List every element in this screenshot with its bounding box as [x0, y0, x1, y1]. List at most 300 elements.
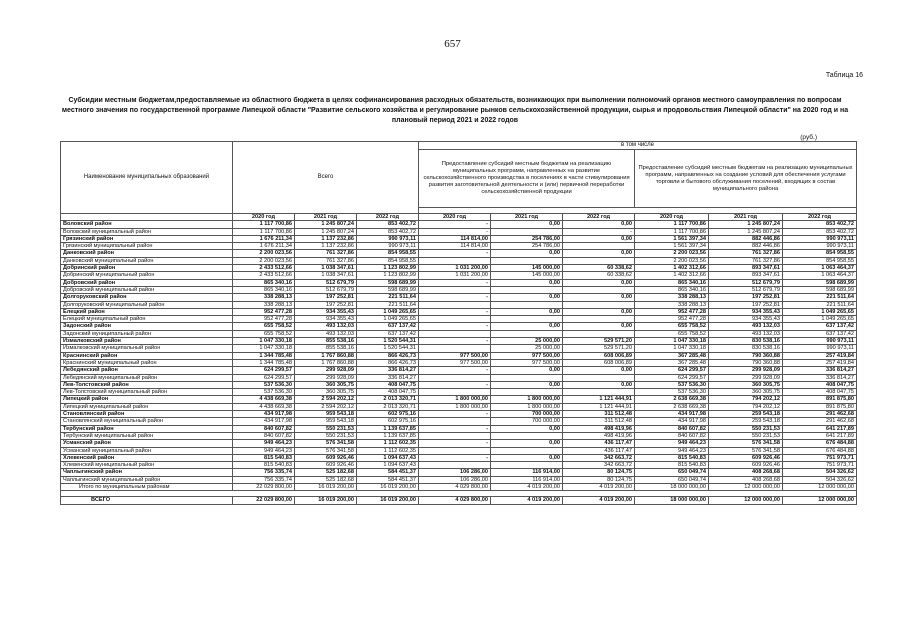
value-cell: 4 019 200,00 [563, 483, 635, 490]
value-cell [419, 462, 491, 469]
value-cell: 550 231,53 [709, 432, 783, 439]
municipality-row [61, 345, 857, 352]
value-cell: 1 049 265,65 [783, 308, 857, 315]
row-label-cell: Данковский район [61, 250, 233, 257]
value-cell: 4 019 200,00 [491, 483, 563, 490]
value-cell: 700 000,00 [491, 418, 563, 425]
value-cell: 934 355,43 [295, 308, 357, 315]
district-row [61, 279, 857, 286]
value-cell: 299 928,09 [709, 367, 783, 374]
value-cell: 840 607,82 [233, 425, 295, 432]
row-label-cell: Лев-Толстовский район [61, 381, 233, 388]
value-cell: 0,00 [563, 381, 635, 388]
value-cell [419, 257, 491, 264]
value-cell: 2 200 023,56 [233, 257, 295, 264]
value-cell: 624 299,57 [233, 374, 295, 381]
value-cell: 434 917,98 [233, 418, 295, 425]
value-cell: 504 326,62 [783, 476, 857, 483]
value-cell: 855 538,16 [295, 345, 357, 352]
total-value-cell: 18 000 000,00 [635, 497, 709, 504]
value-cell: 866 426,73 [357, 352, 419, 359]
district-row [61, 396, 857, 403]
value-cell: 0,00 [491, 440, 563, 447]
value-cell: 529 571,20 [563, 345, 635, 352]
value-cell: 342 663,72 [563, 454, 635, 461]
value-cell: 794 202,12 [709, 403, 783, 410]
value-cell: 977 500,00 [491, 359, 563, 366]
value-cell [563, 374, 635, 381]
value-cell: 576 341,58 [709, 440, 783, 447]
value-cell [563, 301, 635, 308]
document-title: Субсидии местным бюджетам,предоставляемые из областного бюджета в целях софинансирования расходных обязательств, возникающих при выполнении полномочий органов местного самоуправления по вопросам местного значения по государственной программе Липецкой области "Развитие сельского хозяйства и регулирование рынков сельскохозяйственной продукции, сырья и продовольствия Липецкой области" на 2020 год и на плановый период 2021 и 2022 годов [61, 97, 849, 124]
row-label-cell: Задонский муниципальный район [61, 330, 233, 337]
row-label-cell: Измалковский муниципальный район [61, 345, 233, 352]
district-row [61, 294, 857, 301]
value-cell [491, 301, 563, 308]
value-cell: 934 355,43 [295, 316, 357, 323]
value-cell: 408 047,75 [783, 389, 857, 396]
value-cell: 2 433 512,66 [233, 272, 295, 279]
value-cell: 891 875,80 [783, 396, 857, 403]
value-cell: 650 049,74 [635, 476, 709, 483]
value-cell: 1 117 700,86 [635, 228, 709, 235]
value-cell: 830 538,16 [709, 345, 783, 352]
value-cell: 299 928,09 [709, 374, 783, 381]
value-cell: 0,00 [563, 367, 635, 374]
value-cell [491, 447, 563, 454]
row-label-cell: Тербунский муниципальный район [61, 432, 233, 439]
value-cell: 1 049 265,65 [783, 316, 857, 323]
value-cell: 865 340,16 [635, 286, 709, 293]
value-cell: 2 200 023,56 [233, 250, 295, 257]
value-cell: 360 305,75 [709, 381, 783, 388]
value-cell: 342 663,72 [563, 462, 635, 469]
value-cell: 0,00 [563, 221, 635, 228]
value-cell: 840 607,82 [635, 425, 709, 432]
value-cell [419, 432, 491, 439]
year-header-cell: 2021 год [709, 214, 783, 221]
value-cell: 0,00 [491, 250, 563, 257]
value-cell: 60 338,62 [563, 265, 635, 272]
value-cell: 498 419,96 [563, 432, 635, 439]
value-cell: 16 019 200,00 [357, 483, 419, 490]
value-cell: 504 326,62 [783, 469, 857, 476]
value-cell: 4 438 669,38 [233, 403, 295, 410]
year-header-cell: 2020 год [233, 214, 295, 221]
value-cell: 493 132,03 [709, 330, 783, 337]
value-cell: 934 355,43 [709, 316, 783, 323]
row-label-cell: Липецкий муниципальный район [61, 403, 233, 410]
value-cell: 338 288,13 [233, 301, 295, 308]
value-cell: 641 217,89 [783, 425, 857, 432]
value-cell: 221 511,64 [783, 294, 857, 301]
value-cell: 0,00 [491, 367, 563, 374]
row-label-cell: Добринский муниципальный район [61, 272, 233, 279]
row-label-cell: Усманский район [61, 440, 233, 447]
value-cell: 1 139 637,85 [357, 425, 419, 432]
value-cell: 650 049,74 [635, 469, 709, 476]
value-cell: 338 288,13 [635, 301, 709, 308]
value-cell: 0,00 [491, 425, 563, 432]
value-cell: 882 446,86 [709, 243, 783, 250]
district-row [61, 250, 857, 257]
value-cell: 360 305,75 [295, 381, 357, 388]
value-cell [419, 286, 491, 293]
value-cell: 1 561 397,34 [635, 243, 709, 250]
value-cell: 624 299,57 [635, 367, 709, 374]
value-cell: 637 137,42 [783, 323, 857, 330]
value-cell [491, 257, 563, 264]
value-cell: 550 231,53 [709, 425, 783, 432]
value-cell: 676 484,88 [783, 447, 857, 454]
value-cell [491, 286, 563, 293]
value-cell: 761 327,86 [295, 257, 357, 264]
value-cell [491, 374, 563, 381]
value-cell: 537 536,30 [635, 381, 709, 388]
value-cell: 1 031 200,00 [419, 272, 491, 279]
district-row [61, 235, 857, 242]
row-label-cell: Елецкий муниципальный район [61, 316, 233, 323]
value-cell [419, 345, 491, 352]
value-cell: 2 200 023,56 [635, 257, 709, 264]
municipality-row [61, 403, 857, 410]
value-cell: 2 638 669,38 [635, 396, 709, 403]
row-label-cell: Чаплыгинский муниципальный район [61, 476, 233, 483]
value-cell: 1 245 807,24 [709, 221, 783, 228]
value-cell: 259 543,18 [709, 411, 783, 418]
value-cell: 855 538,16 [295, 338, 357, 345]
value-cell: 367 285,48 [635, 352, 709, 359]
value-cell: 1 402 312,66 [635, 272, 709, 279]
value-cell: 1 117 700,86 [233, 221, 295, 228]
value-cell: 25 000,00 [491, 338, 563, 345]
value-cell: 221 511,64 [783, 301, 857, 308]
value-cell: 853 402,72 [783, 228, 857, 235]
value-cell: 408 268,68 [709, 476, 783, 483]
value-cell [419, 301, 491, 308]
value-cell: 493 132,03 [295, 323, 357, 330]
value-cell: 299 928,09 [295, 374, 357, 381]
value-cell: 1 137 232,86 [295, 235, 357, 242]
value-cell: 1 038 347,61 [295, 265, 357, 272]
value-cell: 2 594 202,12 [295, 403, 357, 410]
value-cell: 311 512,48 [563, 411, 635, 418]
value-cell [563, 286, 635, 293]
value-cell: 865 340,16 [233, 286, 295, 293]
value-cell: 4 029 800,00 [419, 483, 491, 490]
value-cell: 1 520 544,31 [357, 338, 419, 345]
value-cell: 338 288,13 [635, 294, 709, 301]
value-cell: 498 419,96 [563, 425, 635, 432]
value-cell: 116 914,00 [491, 476, 563, 483]
value-cell: 0,00 [491, 454, 563, 461]
row-label-cell: Воловский муниципальный район [61, 228, 233, 235]
total-value-cell: 4 019 200,00 [491, 497, 563, 504]
value-cell [563, 243, 635, 250]
value-cell [419, 330, 491, 337]
value-cell: 408 268,68 [709, 469, 783, 476]
value-cell: 1 117 700,86 [635, 221, 709, 228]
value-cell: 676 484,88 [783, 440, 857, 447]
year-header-cell: 2021 год [491, 214, 563, 221]
subsidy-table [60, 141, 857, 505]
municipality-row [61, 476, 857, 483]
district-row [61, 338, 857, 345]
value-cell: - [419, 440, 491, 447]
value-cell: 891 875,80 [783, 403, 857, 410]
value-cell: 854 958,55 [783, 257, 857, 264]
value-cell: 525 182,68 [295, 469, 357, 476]
value-cell: 0,00 [491, 323, 563, 330]
value-cell: 608 006,89 [563, 359, 635, 366]
value-cell: - [419, 323, 491, 330]
value-cell: 949 464,23 [233, 440, 295, 447]
municipality-row [61, 243, 857, 250]
value-cell: 550 231,53 [295, 432, 357, 439]
value-cell: 959 543,18 [295, 418, 357, 425]
value-cell: 434 917,98 [635, 418, 709, 425]
value-cell: 949 464,23 [635, 447, 709, 454]
value-cell: 114 814,00 [419, 235, 491, 242]
value-cell: 493 132,03 [295, 330, 357, 337]
value-cell: 221 511,64 [357, 294, 419, 301]
value-cell [563, 389, 635, 396]
value-cell: 830 538,16 [709, 338, 783, 345]
municipality-row [61, 462, 857, 469]
value-cell: 1 561 397,34 [635, 235, 709, 242]
value-cell: 815 540,83 [233, 462, 295, 469]
year-header-cell: 2021 год [295, 214, 357, 221]
total-value-cell: 12 000 000,00 [709, 497, 783, 504]
value-cell: 1 121 444,91 [563, 396, 635, 403]
value-cell: - [419, 381, 491, 388]
value-cell: 990 973,11 [357, 243, 419, 250]
value-cell: 761 327,86 [709, 257, 783, 264]
value-cell [491, 462, 563, 469]
value-cell: 60 338,62 [563, 272, 635, 279]
row-label-cell: Долгоруковский муниципальный район [61, 301, 233, 308]
year-header-cell: 2022 год [563, 214, 635, 221]
value-cell: 1 402 312,66 [635, 265, 709, 272]
value-cell: 1 063 464,37 [783, 265, 857, 272]
value-cell: 609 926,46 [709, 462, 783, 469]
value-cell: 1 245 807,24 [709, 228, 783, 235]
row-label-cell: Лебедянский район [61, 367, 233, 374]
value-cell: 637 137,42 [357, 323, 419, 330]
total-value-cell: 4 019 200,00 [563, 497, 635, 504]
total-value-cell: 12 000 000,00 [783, 497, 857, 504]
value-cell: 1 676 211,34 [233, 243, 295, 250]
value-cell: 2 200 023,56 [635, 250, 709, 257]
value-cell: 624 299,57 [635, 374, 709, 381]
value-cell [419, 418, 491, 425]
page-number: 657 [444, 38, 461, 50]
municipality-row [61, 257, 857, 264]
value-cell: 952 477,28 [635, 316, 709, 323]
value-cell: 952 477,28 [233, 316, 295, 323]
value-cell: - [419, 411, 491, 418]
row-label-cell: Грязинский район [61, 235, 233, 242]
value-cell: 1 139 637,85 [357, 432, 419, 439]
value-cell: 584 451,37 [357, 469, 419, 476]
value-cell: 576 341,58 [295, 447, 357, 454]
value-cell [563, 257, 635, 264]
value-cell: 0,00 [491, 381, 563, 388]
value-cell: 608 006,89 [563, 352, 635, 359]
header-municipality: Наименование муниципальных образований [61, 142, 233, 214]
value-cell: 655 758,52 [233, 330, 295, 337]
value-cell: 116 914,00 [491, 469, 563, 476]
value-cell: 655 758,52 [233, 323, 295, 330]
value-cell: 0,00 [563, 235, 635, 242]
year-header-cell: 2020 год [419, 214, 491, 221]
value-cell: 1 047 330,18 [233, 338, 295, 345]
value-cell: 866 426,73 [357, 359, 419, 366]
value-cell: 794 202,12 [709, 396, 783, 403]
value-cell: 1 094 637,43 [357, 454, 419, 461]
value-cell: 434 917,98 [635, 411, 709, 418]
value-cell: 977 500,00 [419, 352, 491, 359]
value-cell: 336 814,27 [783, 374, 857, 381]
value-cell: 0,00 [563, 323, 635, 330]
value-cell [419, 374, 491, 381]
value-cell: 408 047,75 [783, 381, 857, 388]
municipality-row [61, 272, 857, 279]
value-cell: 790 360,88 [709, 352, 783, 359]
year-header-cell: 2020 год [635, 214, 709, 221]
header-total: Всего [233, 142, 419, 214]
value-cell: 1 038 347,61 [295, 272, 357, 279]
value-cell: 840 607,82 [233, 432, 295, 439]
value-cell: 853 402,72 [357, 228, 419, 235]
value-cell: 145 000,00 [491, 265, 563, 272]
value-cell: 408 047,75 [357, 389, 419, 396]
value-cell: 254 786,00 [491, 243, 563, 250]
header-subsidy-procurement: Предоставление субсидий местным бюджетам на реализацию муниципальных программ, направленных на развитие сельскохозяйственного производства в поселениях в части стимулирования развития заготовительной деятельности и (или) первичной переработки сельскохозяйственной продукции [419, 150, 635, 208]
total-value-cell: 16 019 200,00 [295, 497, 357, 504]
table-label: Таблица 16 [825, 72, 863, 79]
value-cell: 0,00 [491, 294, 563, 301]
value-cell: 990 973,11 [783, 243, 857, 250]
value-cell: 959 543,18 [295, 411, 357, 418]
municipality-row [61, 359, 857, 366]
value-cell: 598 689,99 [357, 279, 419, 286]
value-cell: 336 814,27 [357, 367, 419, 374]
value-cell: - [419, 308, 491, 315]
value-cell: 291 462,68 [783, 418, 857, 425]
value-cell: 1 245 807,24 [295, 221, 357, 228]
value-cell: 221 511,64 [357, 301, 419, 308]
value-cell: - [419, 367, 491, 374]
row-label-cell: Хлевенский муниципальный район [61, 462, 233, 469]
district-row [61, 454, 857, 461]
row-label-cell: Чаплыгинский район [61, 469, 233, 476]
value-cell: 1 047 330,18 [635, 345, 709, 352]
value-cell: 197 252,81 [295, 294, 357, 301]
value-cell: 4 438 669,38 [233, 396, 295, 403]
value-cell: 624 299,57 [233, 367, 295, 374]
value-cell: - [419, 338, 491, 345]
value-cell: 637 137,42 [783, 330, 857, 337]
value-cell: 990 973,11 [783, 345, 857, 352]
row-label-cell: Задонский район [61, 323, 233, 330]
value-cell: 1 344 785,48 [233, 359, 295, 366]
value-cell: 360 305,75 [709, 389, 783, 396]
district-row [61, 323, 857, 330]
value-cell: 12 000 000,00 [709, 483, 783, 490]
value-cell: 291 462,68 [783, 411, 857, 418]
value-cell [491, 316, 563, 323]
value-cell: 0,00 [563, 279, 635, 286]
value-cell: - [563, 228, 635, 235]
value-cell: 1 344 785,48 [233, 352, 295, 359]
value-cell: 529 571,20 [563, 338, 635, 345]
value-cell: 1 800 000,00 [419, 403, 491, 410]
value-cell: 751 973,71 [783, 462, 857, 469]
value-cell: 655 758,52 [635, 330, 709, 337]
value-cell: 257 419,84 [783, 352, 857, 359]
table-body [61, 221, 857, 491]
municipality-row [61, 228, 857, 235]
value-cell: 815 540,83 [635, 462, 709, 469]
municipality-row [61, 418, 857, 425]
value-cell: 338 288,13 [233, 294, 295, 301]
total-label-cell: ВСЕГО [61, 497, 233, 504]
value-cell: - [419, 250, 491, 257]
row-label-cell: Лебедянский муниципальный район [61, 374, 233, 381]
value-cell: 197 252,81 [709, 301, 783, 308]
value-cell: 259 543,18 [709, 418, 783, 425]
value-cell: 512 679,79 [295, 279, 357, 286]
value-cell: 1 137 232,86 [295, 243, 357, 250]
value-cell: 865 340,16 [233, 279, 295, 286]
value-cell: 865 340,16 [635, 279, 709, 286]
value-cell: 336 814,27 [357, 374, 419, 381]
value-cell: 537 536,30 [233, 381, 295, 388]
value-cell: 537 536,30 [635, 389, 709, 396]
value-cell: 2 594 202,12 [295, 396, 357, 403]
value-cell: - [419, 221, 491, 228]
value-cell: 609 926,46 [295, 462, 357, 469]
value-cell [563, 316, 635, 323]
year-header-cell: 2022 год [357, 214, 419, 221]
value-cell: 655 758,52 [635, 323, 709, 330]
value-cell: 882 446,86 [709, 235, 783, 242]
year-header-cell: 2022 год [783, 214, 857, 221]
municipality-row [61, 374, 857, 381]
value-cell: 854 958,55 [357, 250, 419, 257]
value-cell: 0,00 [563, 250, 635, 257]
district-row [61, 425, 857, 432]
value-cell: 576 341,58 [295, 440, 357, 447]
value-cell: 1 123 802,99 [357, 265, 419, 272]
value-cell: 311 512,48 [563, 418, 635, 425]
district-row [61, 221, 857, 228]
value-cell: 16 019 200,00 [295, 483, 357, 490]
value-cell: 609 926,46 [295, 454, 357, 461]
row-label-cell: Грязинский муниципальный район [61, 243, 233, 250]
value-cell: 1 049 265,65 [357, 316, 419, 323]
row-label-cell: Данковский муниципальный район [61, 257, 233, 264]
value-cell: 525 182,68 [295, 476, 357, 483]
row-label-cell: Краснинский район [61, 352, 233, 359]
value-cell [491, 432, 563, 439]
header-subsidy-trade: Предоставление субсидий местным бюджетам на реализацию муниципальных программ, направленных на создание условий для обеспечения услугами торговли и бытового обслуживания поселений, входящих в состав муниципального района [635, 150, 857, 208]
row-label-cell: Измалковский район [61, 338, 233, 345]
value-cell: 602 975,16 [357, 411, 419, 418]
value-cell: 893 347,61 [709, 272, 783, 279]
value-cell: 367 285,48 [635, 359, 709, 366]
